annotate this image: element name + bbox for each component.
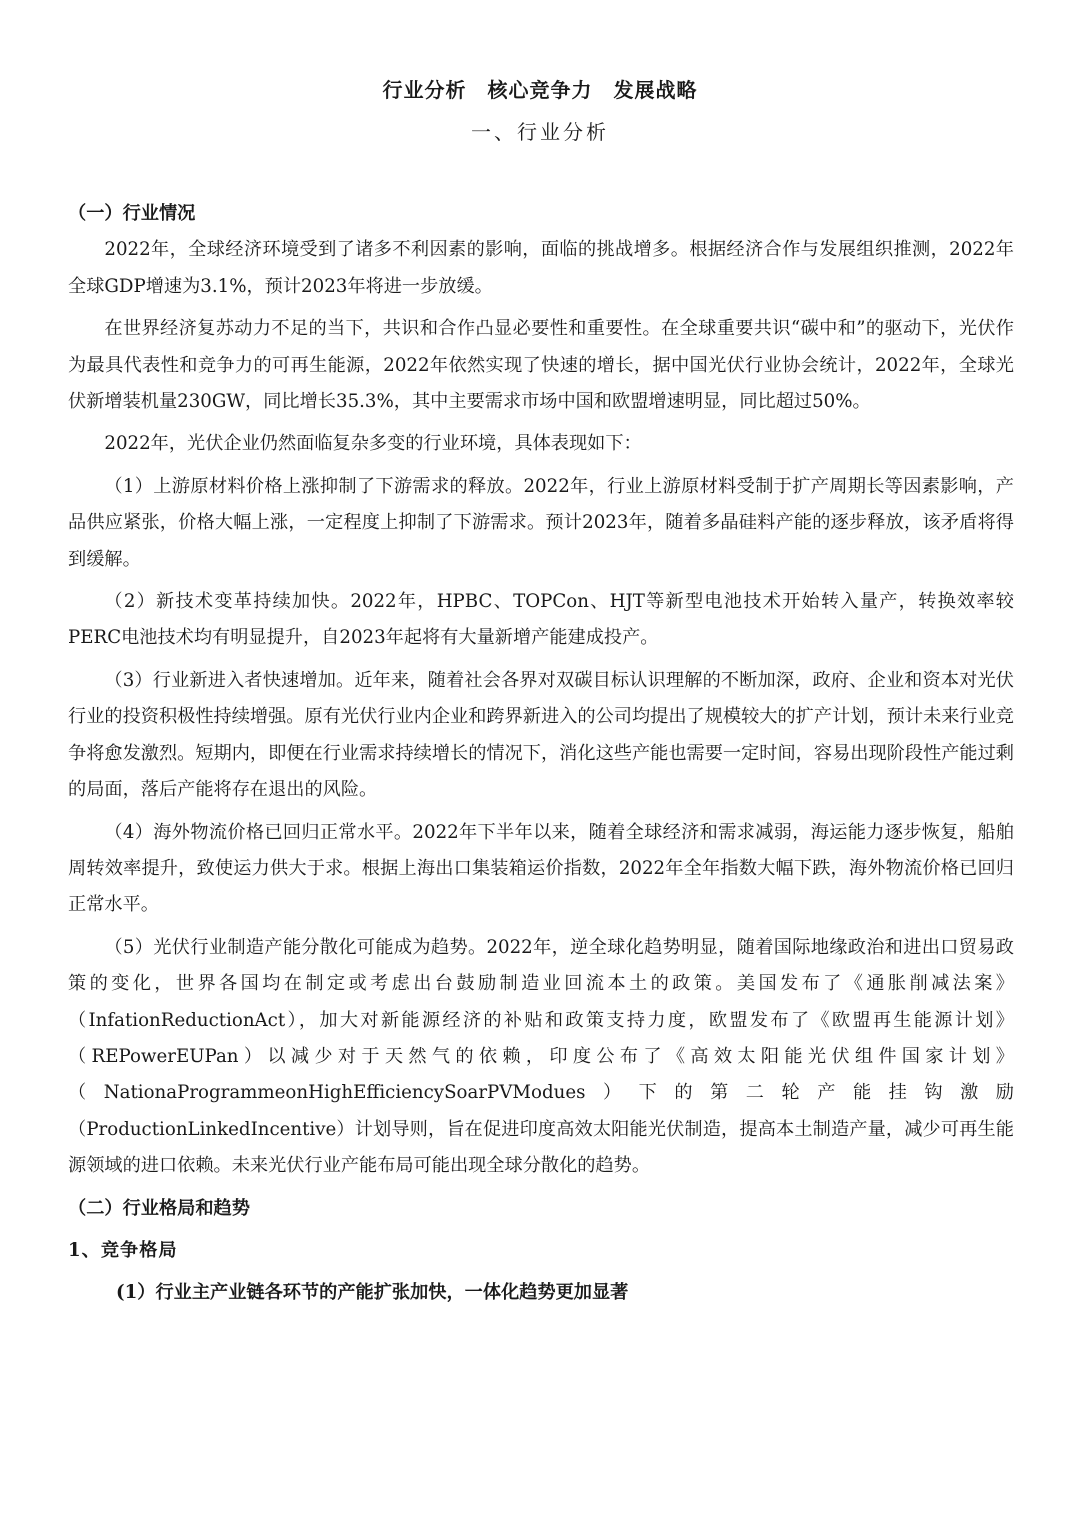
document-body: [68, 196, 1014, 1312]
section-heading-industry-landscape: （二）行业格局和趋势: [68, 1197, 250, 1219]
paragraph: （4）海外物流价格已回归正常水平。2022年下半年以来，随着全球经济和需求减弱，海运能力逐步恢复，船舶周转效率提升，致使运力供大于求。根据上海出口集装箱运价指数，2022年全年指数大幅下跌，海外物流价格已回归正常水平。: [68, 821, 1014, 916]
paragraph: （3）行业新进入者快速增加。近年来，随着社会各界对双碳目标认识理解的不断加深，政府、企业和资本对光伏行业的投资积极性持续增强。原有光伏行业内企业和跨界新进入的公司均提出了规模较大的扩产计划，预计未来行业竞争将愈发激烈。短期内，即便在行业需求持续增长的情况下，消化这些产能也需要一定时间，容易出现阶段性产能过剩的局面，落后产能将存在退出的风险。: [68, 669, 1014, 801]
paragraph: （5）光伏行业制造产能分散化可能成为趋势。2022年，逆全球化趋势明显，随着国际地缘政治和进出口贸易政策的变化，世界各国均在制定或考虑出台鼓励制造业回流本土的政策。美国发布了《通胀削减法案》（InfationReductionAct），加大对新能源经济的补贴和政策支持力度，欧盟发布了《欧盟再生能源计划》（REPowerEUPan）以减少对于天然气的依赖，印度公布了《高效太阳能光伏组件国家计划》（NationaProgrammeonHighEfficiencySoarPVModues）下的第二轮产能挂钩激励（ProductionLinkedIncentive）计划导则，旨在促进印度高效太阳能光伏制造，提高本土制造产量，减少可再生能源领域的进口依赖。未来光伏行业产能布局可能出现全球分散化的趋势。: [68, 936, 1014, 1177]
section-heading-industry-status: （一）行业情况: [68, 203, 196, 224]
section-title: 一、行业分析: [471, 120, 609, 144]
subsection-heading-capacity-expansion: (1）行业主产业链各环节的产能扩张加快，一体化趋势更加显著: [116, 1282, 629, 1304]
paragraph: （2）新技术变革持续加快。2022年，HPBC、TOPCon、HJT等新型电池技术开始转入量产，转换效率较PERC电池技术均有明显提升，自2023年起将有大量新增产能建成投产。: [68, 591, 1014, 649]
paragraph: 在世界经济复苏动力不足的当下，共识和合作凸显必要性和重要性。在全球重要共识“碳中和”的驱动下，光伏作为最具代表性和竞争力的可再生能源，2022年依然实现了快速的增长，据中国光伏行业协会统计，2022年，全球光伏新增装机量230GW，同比增长35.3%，其中主要需求市场中国和欧盟增速明显，同比超过50%。: [68, 318, 1014, 413]
subsection-heading-competition: 1、竞争格局: [68, 1239, 178, 1261]
paragraph: 2022年，光伏企业仍然面临复杂多变的行业环境，具体表现如下：: [104, 433, 642, 455]
page-title: 行业分析 核心竞争力 发展战略: [382, 78, 698, 102]
paragraph: （1）上游原材料价格上涨抑制了下游需求的释放。2022年，行业上游原材料受制于扩产周期长等因素影响，产品供应紧张，价格大幅上涨，一定程度上抑制了下游需求。预计2023年，随着多晶硅料产能的逐步释放，该矛盾将得到缓解。: [68, 475, 1014, 570]
paragraph: 2022年，全球经济环境受到了诸多不利因素的影响，面临的挑战增多。根据经济合作与发展组织推测，2022年全球GDP增速为3.1%，预计2023年将进一步放缓。: [68, 239, 1014, 297]
